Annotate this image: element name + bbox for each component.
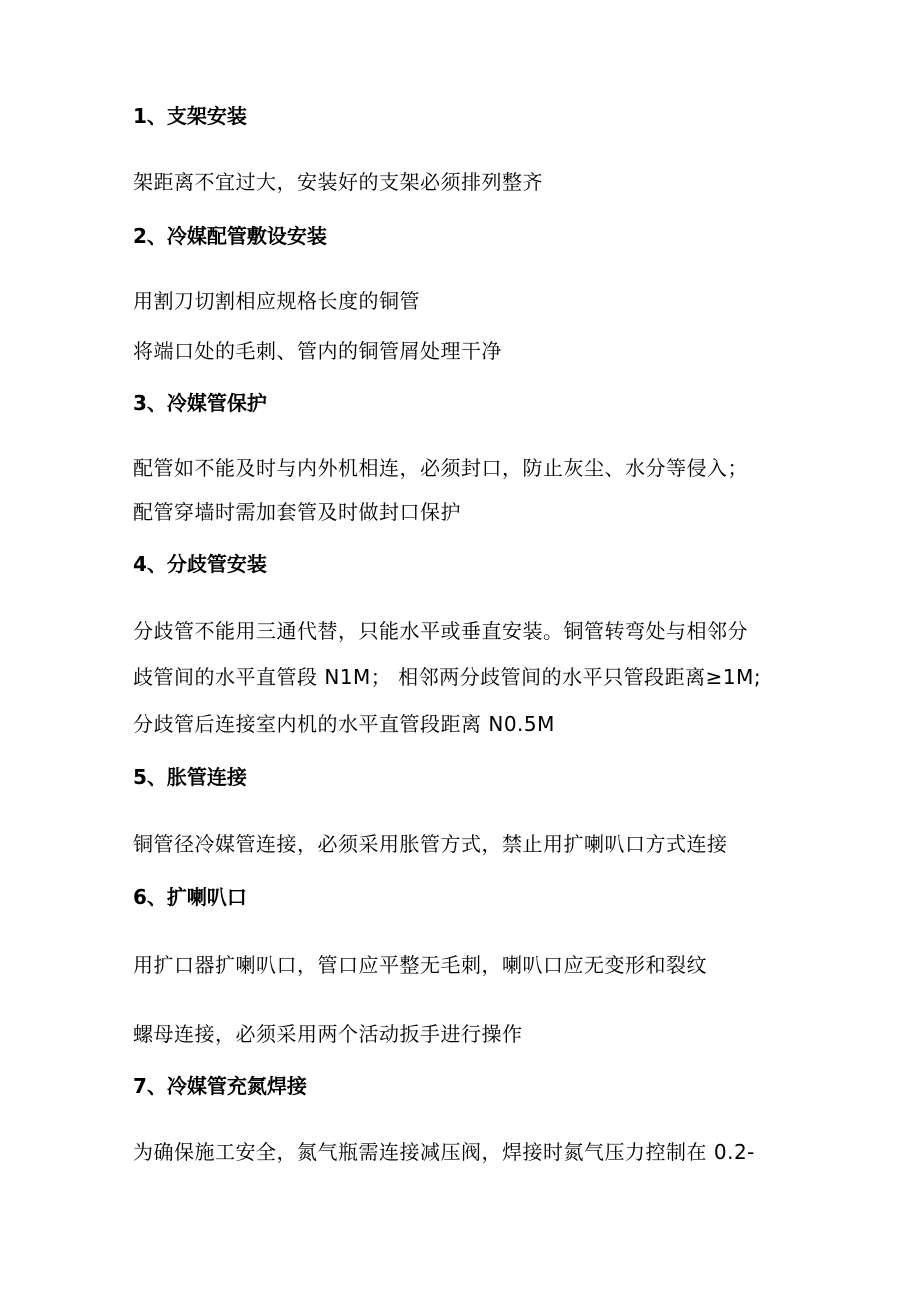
section-2-heading: 2、冷媒配管敷设安装 [133,224,327,248]
section-1-heading: 1、支架安装 [133,104,247,128]
section-6-line-1: 用扩口器扩喇叭口，管口应平整无毛刺，喇叭口应无变形和裂纹 [133,953,707,977]
section-5-line-1: 铜管径冷媒管连接，必须采用胀管方式，禁止用扩喇叭口方式连接 [133,832,728,856]
section-2-line-1: 用割刀切割相应规格长度的铜管 [133,289,420,313]
section-4-line-1: 分歧管不能用三通代替，只能水平或垂直安装。铜管转弯处与相邻分 [133,619,748,643]
section-3-heading: 3、冷媒管保护 [133,391,267,415]
section-4-line-2: 歧管间的水平直管段 N1M； 相邻两分歧管间的水平只管段距离≥1M; [133,665,762,689]
section-4-heading: 4、分歧管安装 [133,552,267,576]
section-6-heading: 6、扩喇叭口 [133,885,247,909]
section-3-line-2: 配管穿墙时需加套管及时做封口保护 [133,500,461,524]
section-1-line-1: 架距离不宜过大，安装好的支架必须排列整齐 [133,170,543,194]
section-6-line-2: 螺母连接，必须采用两个活动扳手进行操作 [133,1022,523,1046]
section-4-line-3: 分歧管后连接室内机的水平直管段距离 N0.5M [133,712,555,736]
section-5-heading: 5、胀管连接 [133,765,247,789]
section-2-line-2: 将端口处的毛刺、管内的铜管屑处理干净 [133,339,502,363]
section-3-line-1: 配管如不能及时与内外机相连，必须封口，防止灰尘、水分等侵入； [133,456,748,480]
section-7-heading: 7、冷媒管充氮焊接 [133,1074,307,1098]
section-7-line-1: 为确保施工安全，氮气瓶需连接减压阀，焊接时氮气压力控制在 0.2- [133,1140,755,1164]
